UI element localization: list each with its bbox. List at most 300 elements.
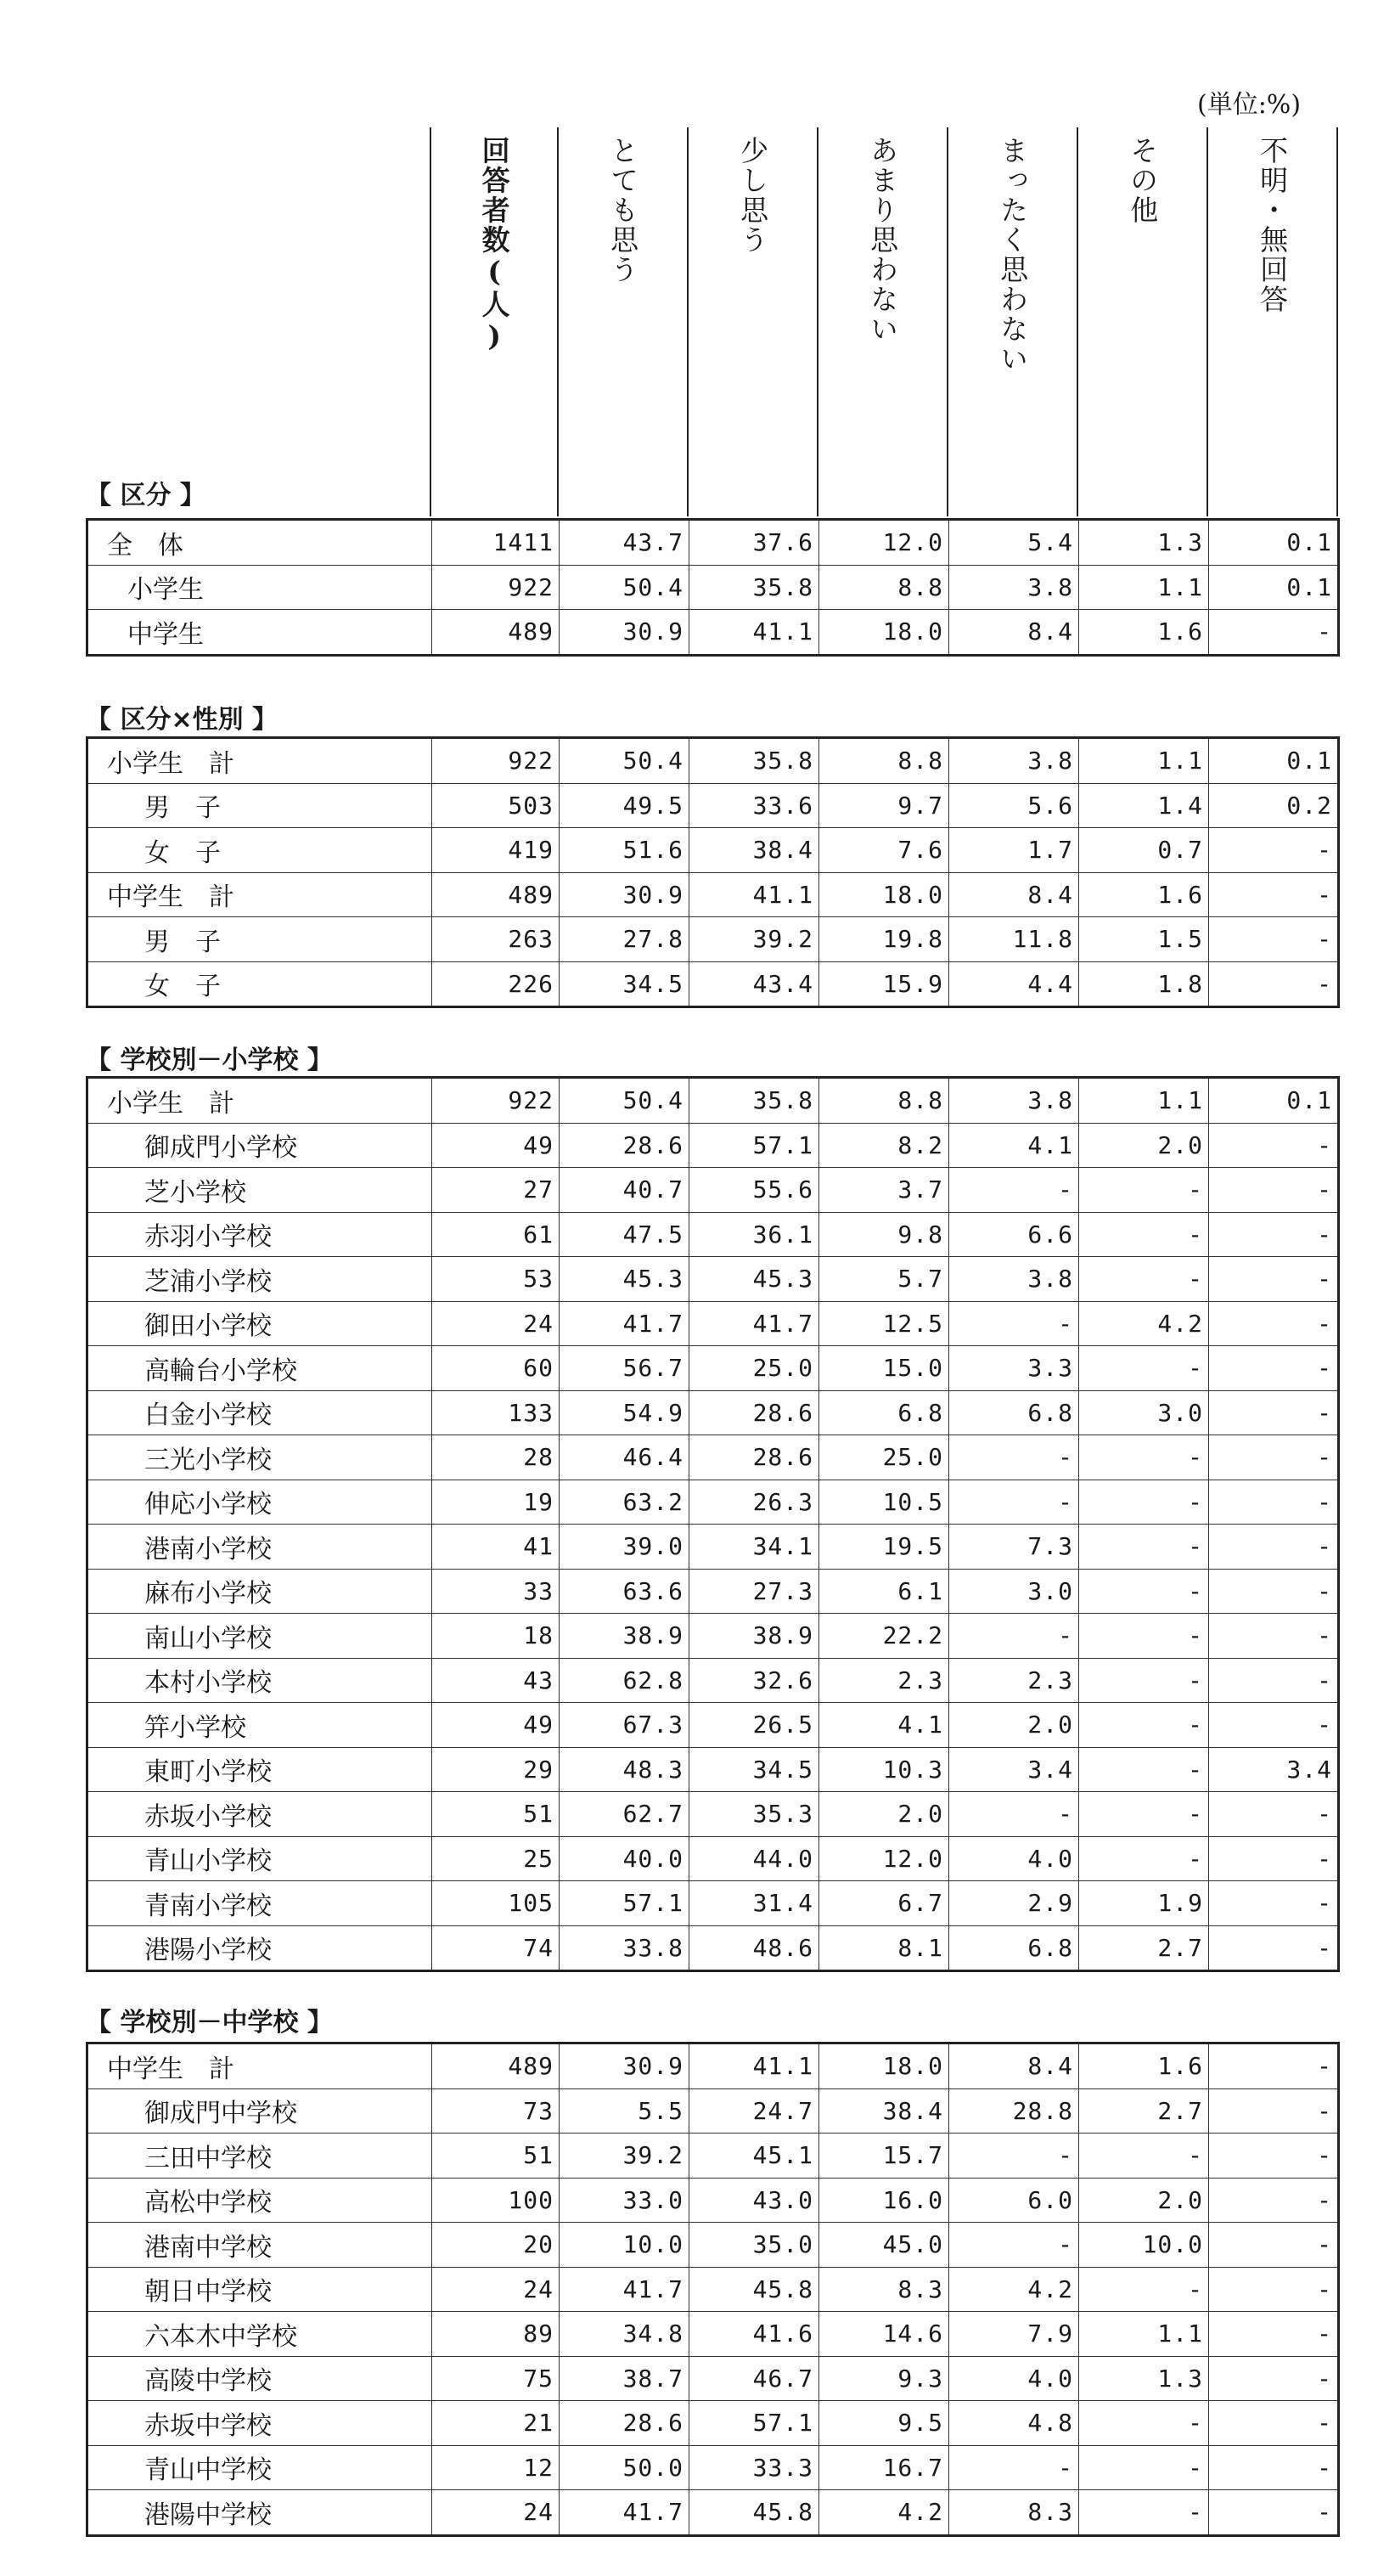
percentage-cell: -	[1209, 1168, 1339, 1213]
percentage-cell: -	[949, 1168, 1079, 1213]
percentage-cell: 27.8	[560, 917, 689, 962]
percentage-cell: -	[1209, 2490, 1339, 2536]
respondent-count-cell: 489	[432, 610, 560, 656]
row-label: 御成門中学校	[87, 2088, 432, 2134]
percentage-cell: 3.8	[949, 1078, 1079, 1124]
table-row	[87, 917, 1339, 962]
respondent-count-cell: 20	[432, 2223, 560, 2268]
percentage-cell: 31.4	[689, 1881, 819, 1926]
column-header-label: 少し思う	[736, 136, 770, 255]
percentage-cell: 46.7	[689, 2356, 819, 2401]
percentage-cell: 45.8	[689, 2267, 819, 2312]
percentage-cell: 0.1	[1209, 565, 1339, 610]
percentage-cell: 19.8	[819, 917, 949, 962]
table-row	[87, 1658, 1339, 1703]
percentage-cell: -	[1209, 2134, 1339, 2179]
percentage-cell: 4.2	[949, 2267, 1079, 2312]
percentage-cell: 9.3	[819, 2356, 949, 2401]
percentage-cell: 8.4	[949, 610, 1079, 656]
table-row	[87, 1168, 1339, 1213]
table-row	[87, 828, 1339, 873]
percentage-cell: 18.0	[819, 872, 949, 917]
percentage-cell: 3.0	[1079, 1390, 1209, 1435]
percentage-cell: 33.6	[689, 783, 819, 828]
table-row	[87, 1792, 1339, 1837]
row-label: 御田小学校	[87, 1301, 432, 1346]
respondent-count-cell: 503	[432, 783, 560, 828]
table-row	[87, 1301, 1339, 1346]
percentage-cell: 39.2	[560, 2134, 689, 2179]
percentage-cell: 8.4	[949, 872, 1079, 917]
percentage-cell: 0.1	[1209, 520, 1339, 566]
percentage-cell: -	[1209, 1792, 1339, 1837]
percentage-cell: 5.4	[949, 520, 1079, 566]
percentage-cell: 15.9	[819, 961, 949, 1007]
table-row	[87, 520, 1339, 566]
percentage-cell: -	[1209, 1123, 1339, 1168]
percentage-cell: 2.7	[1079, 1925, 1209, 1971]
column-header	[558, 127, 688, 516]
percentage-cell: 16.0	[819, 2178, 949, 2223]
respondent-count-cell: 24	[432, 2267, 560, 2312]
column-header-label: とても思う	[606, 136, 640, 285]
percentage-cell: -	[1209, 2401, 1339, 2446]
respondent-count-cell: 489	[432, 872, 560, 917]
percentage-cell: 8.8	[819, 1078, 949, 1124]
percentage-cell: 7.9	[949, 2312, 1079, 2357]
percentage-cell: 1.6	[1079, 2043, 1209, 2089]
percentage-cell: 43.4	[689, 961, 819, 1007]
table-row	[87, 1390, 1339, 1435]
percentage-cell: 45.3	[689, 1257, 819, 1302]
percentage-cell: 1.3	[1079, 2356, 1209, 2401]
respondent-count-cell: 29	[432, 1747, 560, 1792]
row-label: 六本木中学校	[87, 2312, 432, 2357]
table-row	[87, 565, 1339, 610]
column-header-table	[86, 127, 1338, 516]
percentage-cell: 1.1	[1079, 565, 1209, 610]
respondent-count-cell: 61	[432, 1212, 560, 1257]
table-row	[87, 2088, 1339, 2134]
percentage-cell: -	[1209, 2356, 1339, 2401]
percentage-cell: -	[1079, 1614, 1209, 1659]
percentage-cell: 28.6	[689, 1390, 819, 1435]
table-row	[87, 1525, 1339, 1570]
percentage-cell: -	[949, 1480, 1079, 1525]
percentage-cell: 12.5	[819, 1301, 949, 1346]
respondent-count-cell: 18	[432, 1614, 560, 1659]
percentage-cell: 55.6	[689, 1168, 819, 1213]
percentage-cell: 18.0	[819, 2043, 949, 2089]
respondent-count-cell: 73	[432, 2088, 560, 2134]
respondent-count-cell: 24	[432, 2490, 560, 2536]
row-label: 中学生 計	[87, 2043, 432, 2089]
section-title: 【 区分 】	[86, 481, 205, 510]
percentage-cell: 7.6	[819, 828, 949, 873]
row-label: 港南中学校	[87, 2223, 432, 2268]
row-label: 笄小学校	[87, 1703, 432, 1748]
percentage-cell: -	[1209, 961, 1339, 1007]
percentage-cell: 28.6	[560, 1123, 689, 1168]
percentage-cell: 1.4	[1079, 783, 1209, 828]
percentage-cell: 3.4	[1209, 1747, 1339, 1792]
percentage-cell: 9.7	[819, 783, 949, 828]
percentage-cell: 28.6	[560, 2401, 689, 2446]
table-row	[87, 2356, 1339, 2401]
percentage-cell: 37.6	[689, 520, 819, 566]
percentage-cell: 4.4	[949, 961, 1079, 1007]
percentage-cell: -	[1209, 917, 1339, 962]
percentage-cell: -	[1209, 1836, 1339, 1881]
table-row	[87, 2490, 1339, 2536]
row-label: 港陽小学校	[87, 1925, 432, 1971]
percentage-cell: 1.1	[1079, 1078, 1209, 1124]
percentage-cell: 14.6	[819, 2312, 949, 2357]
percentage-cell: 4.8	[949, 2401, 1079, 2446]
percentage-cell: 41.7	[689, 1301, 819, 1346]
percentage-cell: 8.3	[949, 2490, 1079, 2536]
percentage-cell: -	[1209, 1435, 1339, 1480]
table-row	[87, 610, 1339, 656]
percentage-cell: 45.1	[689, 2134, 819, 2179]
percentage-cell: 6.6	[949, 1212, 1079, 1257]
row-label: 小学生 計	[87, 1078, 432, 1124]
section-title: 【 学校別－小学校 】	[86, 1046, 333, 1075]
percentage-cell: -	[1079, 1435, 1209, 1480]
respondent-count-cell: 27	[432, 1168, 560, 1213]
percentage-cell: 1.5	[1079, 917, 1209, 962]
row-label: 高松中学校	[87, 2178, 432, 2223]
percentage-cell: -	[1079, 1658, 1209, 1703]
respondent-count-cell: 226	[432, 961, 560, 1007]
row-label: 青山中学校	[87, 2445, 432, 2490]
row-label: 白金小学校	[87, 1390, 432, 1435]
table-row	[87, 783, 1339, 828]
percentage-cell: 6.8	[949, 1925, 1079, 1971]
respondent-count-cell: 133	[432, 1390, 560, 1435]
respondent-count-cell: 100	[432, 2178, 560, 2223]
percentage-cell: 50.4	[560, 1078, 689, 1124]
percentage-cell: 0.1	[1209, 1078, 1339, 1124]
percentage-cell: 57.1	[689, 1123, 819, 1168]
percentage-cell: -	[949, 1301, 1079, 1346]
percentage-cell: 2.3	[819, 1658, 949, 1703]
percentage-cell: 8.1	[819, 1925, 949, 1971]
percentage-cell: -	[1079, 1346, 1209, 1391]
row-label: 東町小学校	[87, 1747, 432, 1792]
percentage-cell: 2.0	[1079, 1123, 1209, 1168]
percentage-cell: 35.8	[689, 565, 819, 610]
percentage-cell: 41.1	[689, 872, 819, 917]
percentage-cell: 8.8	[819, 738, 949, 784]
row-label: 芝浦小学校	[87, 1257, 432, 1302]
percentage-cell: 8.4	[949, 2043, 1079, 2089]
row-label: 赤坂中学校	[87, 2401, 432, 2446]
table-row	[87, 1569, 1339, 1614]
percentage-cell: 38.7	[560, 2356, 689, 2401]
column-header	[1207, 127, 1337, 516]
table-row	[87, 1257, 1339, 1302]
percentage-cell: 0.7	[1079, 828, 1209, 873]
respondent-count-cell: 43	[432, 1658, 560, 1703]
percentage-cell: 6.8	[949, 1390, 1079, 1435]
percentage-cell: -	[1209, 2312, 1339, 2357]
percentage-cell: 32.6	[689, 1658, 819, 1703]
percentage-cell: 7.3	[949, 1525, 1079, 1570]
respondent-count-cell: 51	[432, 1792, 560, 1837]
respondent-count-cell: 33	[432, 1569, 560, 1614]
column-header-label: 回答者数(人)	[477, 136, 511, 354]
percentage-cell: -	[1209, 2267, 1339, 2312]
percentage-cell: 15.7	[819, 2134, 949, 2179]
row-label: 朝日中学校	[87, 2267, 432, 2312]
percentage-cell: -	[1079, 1212, 1209, 1257]
percentage-cell: 34.8	[560, 2312, 689, 2357]
column-header	[1077, 127, 1207, 516]
table-row	[87, 1212, 1339, 1257]
percentage-cell: 1.9	[1079, 1881, 1209, 1926]
data-table	[86, 1076, 1340, 1972]
respondent-count-cell: 25	[432, 1836, 560, 1881]
percentage-cell: 38.9	[560, 1614, 689, 1659]
percentage-cell: 8.8	[819, 565, 949, 610]
percentage-cell: 50.4	[560, 565, 689, 610]
percentage-cell: 51.6	[560, 828, 689, 873]
table-row	[87, 1614, 1339, 1659]
percentage-cell: 41.7	[560, 2267, 689, 2312]
percentage-cell: 6.8	[819, 1390, 949, 1435]
percentage-cell: 4.0	[949, 2356, 1079, 2401]
percentage-cell: 43.7	[560, 520, 689, 566]
percentage-cell: 4.1	[819, 1703, 949, 1748]
percentage-cell: 35.8	[689, 1078, 819, 1124]
percentage-cell: 12.0	[819, 520, 949, 566]
row-label: 本村小学校	[87, 1658, 432, 1703]
table-row	[87, 961, 1339, 1007]
percentage-cell: -	[1079, 1747, 1209, 1792]
percentage-cell: 57.1	[560, 1881, 689, 1926]
percentage-cell: 26.3	[689, 1480, 819, 1525]
percentage-cell: 49.5	[560, 783, 689, 828]
percentage-cell: -	[1209, 2043, 1339, 2089]
percentage-cell: -	[1209, 1257, 1339, 1302]
respondent-count-cell: 28	[432, 1435, 560, 1480]
respondent-count-cell: 53	[432, 1257, 560, 1302]
percentage-cell: -	[1209, 828, 1339, 873]
percentage-cell: -	[1209, 1881, 1339, 1926]
percentage-cell: -	[1209, 1569, 1339, 1614]
table-row	[87, 1480, 1339, 1525]
row-label: 青南小学校	[87, 1881, 432, 1926]
table-row	[87, 2401, 1339, 2446]
percentage-cell: 1.8	[1079, 961, 1209, 1007]
percentage-cell: 40.7	[560, 1168, 689, 1213]
percentage-cell: -	[1209, 2445, 1339, 2490]
table-row	[87, 1123, 1339, 1168]
percentage-cell: 50.0	[560, 2445, 689, 2490]
percentage-cell: 41.7	[560, 2490, 689, 2536]
percentage-cell: 34.5	[689, 1747, 819, 1792]
percentage-cell: 27.3	[689, 1569, 819, 1614]
percentage-cell: -	[1079, 1836, 1209, 1881]
table-row	[87, 2178, 1339, 2223]
row-label: 男 子	[87, 917, 432, 962]
column-header-label: あまり思わない	[866, 136, 900, 344]
percentage-cell: 10.3	[819, 1747, 949, 1792]
percentage-cell: 63.2	[560, 1480, 689, 1525]
percentage-cell: 1.7	[949, 828, 1079, 873]
percentage-cell: -	[1079, 1257, 1209, 1302]
percentage-cell: 45.0	[819, 2223, 949, 2268]
percentage-cell: 48.6	[689, 1925, 819, 1971]
table-row	[87, 738, 1339, 784]
percentage-cell: -	[1209, 610, 1339, 656]
percentage-cell: 41.1	[689, 2043, 819, 2089]
percentage-cell: -	[1209, 2088, 1339, 2134]
percentage-cell: 2.0	[1079, 2178, 1209, 2223]
percentage-cell: 6.7	[819, 1881, 949, 1926]
percentage-cell: 1.1	[1079, 738, 1209, 784]
respondent-count-cell: 74	[432, 1925, 560, 1971]
respondent-count-cell: 922	[432, 738, 560, 784]
respondent-count-cell: 75	[432, 2356, 560, 2401]
respondent-count-cell: 489	[432, 2043, 560, 2089]
row-label: 男 子	[87, 783, 432, 828]
percentage-cell: 3.8	[949, 1257, 1079, 1302]
percentage-cell: 26.5	[689, 1703, 819, 1748]
row-label: 女 子	[87, 828, 432, 873]
respondent-count-cell: 51	[432, 2134, 560, 2179]
percentage-cell: -	[949, 2134, 1079, 2179]
percentage-cell: -	[1209, 1925, 1339, 1971]
percentage-cell: 33.3	[689, 2445, 819, 2490]
percentage-cell: 38.9	[689, 1614, 819, 1659]
percentage-cell: 16.7	[819, 2445, 949, 2490]
unit-label: (単位:%)	[1197, 90, 1302, 120]
percentage-cell: -	[1209, 1301, 1339, 1346]
data-table	[86, 2042, 1340, 2537]
percentage-cell: -	[1209, 2178, 1339, 2223]
percentage-cell: 35.0	[689, 2223, 819, 2268]
data-table	[86, 736, 1340, 1008]
percentage-cell: -	[1209, 1346, 1339, 1391]
table-row	[87, 1747, 1339, 1792]
respondent-count-cell: 24	[432, 1301, 560, 1346]
table-row	[87, 1925, 1339, 1971]
respondent-count-cell: 1411	[432, 520, 560, 566]
percentage-cell: -	[1209, 1525, 1339, 1570]
percentage-cell: -	[1209, 1212, 1339, 1257]
percentage-cell: -	[1079, 2134, 1209, 2179]
respondent-count-cell: 922	[432, 565, 560, 610]
percentage-cell: -	[1209, 2223, 1339, 2268]
row-label: 小学生	[87, 565, 432, 610]
percentage-cell: 30.9	[560, 610, 689, 656]
percentage-cell: -	[1079, 2401, 1209, 2446]
percentage-cell: 40.0	[560, 1836, 689, 1881]
column-header	[948, 127, 1077, 516]
percentage-cell: 30.9	[560, 872, 689, 917]
respondent-count-cell: 263	[432, 917, 560, 962]
percentage-cell: -	[949, 2223, 1079, 2268]
percentage-cell: 1.6	[1079, 872, 1209, 917]
percentage-cell: 43.0	[689, 2178, 819, 2223]
table-row	[87, 1881, 1339, 1926]
percentage-cell: -	[1079, 2445, 1209, 2490]
percentage-cell: -	[1079, 2490, 1209, 2536]
row-label: 全 体	[87, 520, 432, 566]
table-row	[87, 872, 1339, 917]
respondent-count-cell: 49	[432, 1703, 560, 1748]
column-header-label: まったく思わない	[996, 136, 1030, 374]
row-label: 高輪台小学校	[87, 1346, 432, 1391]
percentage-cell: 10.5	[819, 1480, 949, 1525]
percentage-cell: 22.2	[819, 1614, 949, 1659]
percentage-cell: -	[949, 1792, 1079, 1837]
percentage-cell: 24.7	[689, 2088, 819, 2134]
table-row	[87, 2312, 1339, 2357]
percentage-cell: 4.0	[949, 1836, 1079, 1881]
respondent-count-cell: 41	[432, 1525, 560, 1570]
percentage-cell: 38.4	[819, 2088, 949, 2134]
percentage-cell: 8.2	[819, 1123, 949, 1168]
data-table	[86, 518, 1340, 657]
table-row	[87, 2445, 1339, 2490]
table-row	[87, 1435, 1339, 1480]
row-label: 港南小学校	[87, 1525, 432, 1570]
percentage-cell: 1.1	[1079, 2312, 1209, 2357]
percentage-cell: 62.8	[560, 1658, 689, 1703]
table-row	[87, 1346, 1339, 1391]
respondent-count-cell: 12	[432, 2445, 560, 2490]
row-label: 青山小学校	[87, 1836, 432, 1881]
table-row	[87, 1078, 1339, 1124]
table-row	[87, 2223, 1339, 2268]
percentage-cell: 2.7	[1079, 2088, 1209, 2134]
section-title: 【 区分×性別 】	[86, 705, 278, 735]
percentage-cell: 5.6	[949, 783, 1079, 828]
percentage-cell: 9.5	[819, 2401, 949, 2446]
percentage-cell: -	[1079, 1168, 1209, 1213]
percentage-cell: 6.0	[949, 2178, 1079, 2223]
table-row	[87, 2043, 1339, 2089]
percentage-cell: 28.8	[949, 2088, 1079, 2134]
row-label: 御成門小学校	[87, 1123, 432, 1168]
respondent-count-cell: 922	[432, 1078, 560, 1124]
percentage-cell: 3.4	[949, 1747, 1079, 1792]
percentage-cell: -	[949, 2445, 1079, 2490]
percentage-cell: -	[1079, 1480, 1209, 1525]
row-label: 赤坂小学校	[87, 1792, 432, 1837]
percentage-cell: -	[1209, 1658, 1339, 1703]
column-header	[688, 127, 818, 516]
percentage-cell: 46.4	[560, 1435, 689, 1480]
section-heading	[86, 1039, 333, 1081]
percentage-cell: 39.2	[689, 917, 819, 962]
row-label: 港陽中学校	[87, 2490, 432, 2536]
percentage-cell: -	[1209, 1390, 1339, 1435]
column-header-label: 不明・無回答	[1256, 136, 1290, 314]
percentage-cell: 11.8	[949, 917, 1079, 962]
percentage-cell: 8.3	[819, 2267, 949, 2312]
percentage-cell: 9.8	[819, 1212, 949, 1257]
percentage-cell: 19.5	[819, 1525, 949, 1570]
percentage-cell: 36.1	[689, 1212, 819, 1257]
table-row	[87, 1836, 1339, 1881]
percentage-cell: 10.0	[560, 2223, 689, 2268]
table-row	[87, 2134, 1339, 2179]
percentage-cell: 63.6	[560, 1569, 689, 1614]
